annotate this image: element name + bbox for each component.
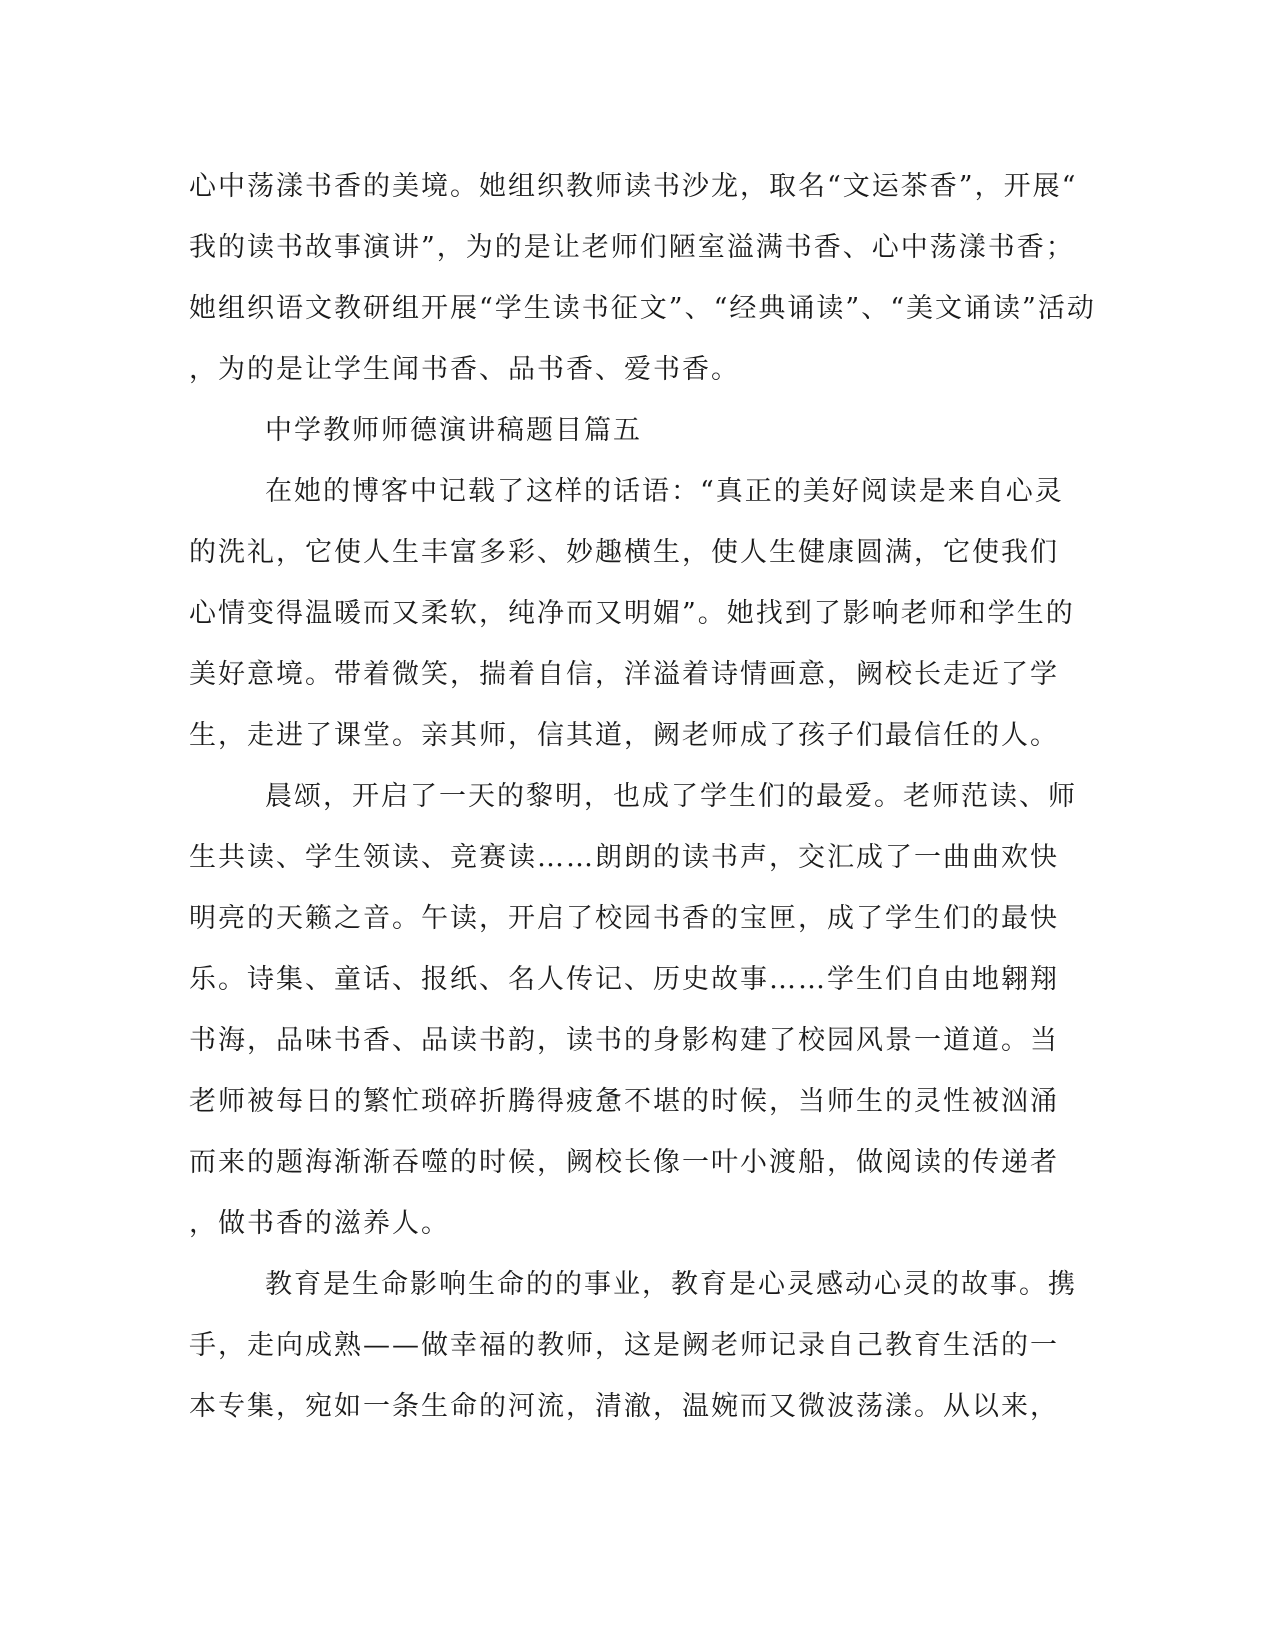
document-body xyxy=(189,156,1096,1437)
text-line: 生，走进了课堂。亲其师，信其道，阙老师成了孩子们最信任的人。 xyxy=(189,720,1059,751)
section-heading xyxy=(189,400,1069,461)
text-line: 老师被每日的繁忙琐碎折腾得疲惫不堪的时候，当师生的灵性被汹涌 xyxy=(189,1086,1059,1117)
text-line: ，为的是让学生闻书香、品书香、爱书香。 xyxy=(189,354,740,385)
text-line: 手，走向成熟——做幸福的教师，这是阙老师记录自己教育生活的一 xyxy=(189,1330,1059,1361)
text-line: 本专集，宛如一条生命的河流，清澈，温婉而又微波荡漾。从以来， xyxy=(189,1391,1059,1422)
text-line: 美好意境。带着微笑，揣着自信，洋溢着诗情画意，阙校长走近了学 xyxy=(189,659,1059,690)
text-line: 明亮的天籁之音。午读，开启了校园书香的宝匣，成了学生们的最快 xyxy=(189,903,1059,934)
text-line: 在她的博客中记载了这样的话语：“真正的美好阅读是来自心灵 xyxy=(265,476,1064,507)
text-line: 她组织语文教研组开展“学生读书征文”、“经典诵读”、“美文诵读”活动 xyxy=(189,293,1096,324)
text-line: 书海，品味书香、品读书韵，读书的身影构建了校园风景一道道。当 xyxy=(189,1025,1059,1056)
paragraph xyxy=(189,766,1077,1254)
text-line: 心中荡漾书香的美境。她组织教师读书沙龙，取名“文运茶香”，开展“ xyxy=(189,171,1078,202)
text-line: 乐。诗集、童话、报纸、名人传记、历史故事……学生们自由地翱翔 xyxy=(189,964,1059,995)
text-line: 晨颂，开启了一天的黎明，也成了学生们的最爱。老师范读、师 xyxy=(265,781,1077,812)
text-line: 而来的题海渐渐吞噬的时候，阙校长像一叶小渡船，做阅读的传递者 xyxy=(189,1147,1059,1178)
text-line: 我的读书故事演讲”，为的是让老师们陋室溢满书香、心中荡漾书香； xyxy=(189,232,1075,263)
paragraph xyxy=(189,461,1075,766)
text-line: 教育是生命影响生命的的事业，教育是心灵感动心灵的故事。携 xyxy=(265,1269,1077,1300)
text-line: ，做书香的滋养人。 xyxy=(189,1208,450,1239)
text-line: 心情变得温暖而又柔软，纯净而又明媚”。她找到了影响老师和学生的 xyxy=(189,598,1075,629)
text-line: 生共读、学生领读、竞赛读……朗朗的读书声，交汇成了一曲曲欢快 xyxy=(189,842,1059,873)
text-line: 的洗礼，它使人生丰富多彩、妙趣横生，使人生健康圆满，它使我们 xyxy=(189,537,1059,568)
section-title: 中学教师师德演讲稿题目篇五 xyxy=(265,415,642,446)
paragraph xyxy=(189,156,1096,400)
paragraph xyxy=(189,1254,1077,1437)
